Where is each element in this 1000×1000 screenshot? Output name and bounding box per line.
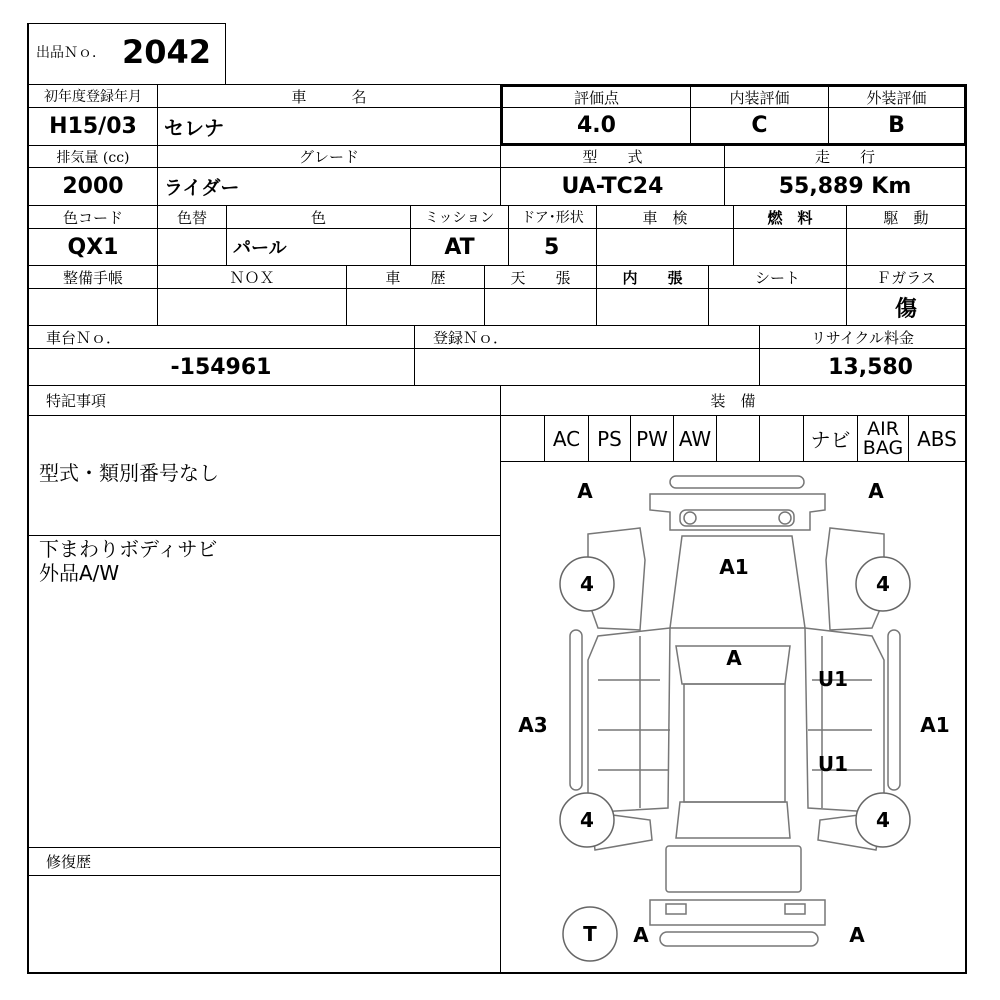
tire-front-left-tread: 4 — [580, 572, 594, 596]
color-change-value — [158, 229, 226, 265]
model-label: 型 式 — [582, 148, 643, 166]
score-label: 評価点 — [573, 88, 619, 107]
model-value: UA-TC24 — [561, 174, 664, 199]
interior-rating-label: 内装評価 — [729, 88, 790, 107]
right-door-lines — [808, 636, 872, 808]
first-registration-label: 初年度登録年月 — [44, 89, 142, 105]
damage-right-door-front: U1 — [817, 667, 849, 691]
car-diagram — [501, 462, 965, 972]
rear-plate-left — [666, 904, 686, 914]
exterior-rating-value: B — [888, 113, 905, 138]
damage-left-side: A3 — [518, 713, 548, 737]
recycle-fee-value: 13,580 — [828, 354, 913, 380]
front-emblem-right — [779, 512, 791, 524]
interior-trim-label: 内 張 — [622, 268, 683, 287]
right-mirror — [888, 630, 900, 790]
roof-lining-label: 天 張 — [510, 268, 571, 287]
displacement-label: 排気量 (cc) — [56, 149, 130, 166]
front-grille-inner — [680, 510, 794, 526]
recycle-fee-label: リサイクル料金 — [811, 328, 914, 347]
equip-item-airbag-line2: BAG — [862, 436, 904, 459]
front-glass-value: 傷 — [894, 295, 917, 322]
fuel-value — [734, 229, 846, 265]
equip-item-ps: PS — [597, 426, 622, 451]
lot-number: 2042 — [122, 33, 212, 71]
damage-right-door-rear: U1 — [817, 752, 849, 776]
rear-plate-right — [785, 904, 805, 914]
exterior-rating-label: 外装評価 — [866, 88, 927, 107]
color-code-value: QX1 — [67, 234, 119, 260]
door-shape-value: 5 — [544, 234, 560, 260]
chassis-number-label: 車台Ｎｏ． — [46, 328, 122, 347]
color-value: パール — [233, 238, 287, 259]
equip-item-airbag — [858, 416, 908, 461]
tire-rear-left-tread: 4 — [580, 808, 594, 832]
inspection-label: 車 検 — [642, 208, 688, 227]
color-change-label: 色替 — [176, 208, 207, 227]
seat-label: シート — [754, 268, 800, 287]
equipment-label: 装 備 — [710, 392, 756, 410]
tire-rear-right-tread: 4 — [876, 808, 890, 832]
damage-right-side: A1 — [920, 713, 950, 737]
damage-hood: A1 — [719, 555, 749, 579]
color-code-label: 色コード — [62, 208, 123, 227]
grade-value: ライダー — [164, 177, 240, 199]
drive-value — [847, 229, 965, 265]
displacement-value: 2000 — [62, 174, 124, 199]
door-shape-label: ドア･形状 — [521, 210, 584, 226]
registration-number-label: 登録Ｎｏ． — [433, 328, 509, 347]
mileage-label: 走 行 — [814, 148, 875, 166]
equip-item-abs: ABS — [917, 426, 957, 451]
damage-front-left: A — [577, 479, 593, 503]
grade-label: グレード — [298, 148, 359, 166]
hood-panel — [670, 536, 805, 628]
damage-windshield: A — [726, 646, 742, 670]
mileage-value: 55,889 Km — [778, 174, 912, 199]
front-bumper-top — [670, 476, 804, 488]
repair-history-label: 修復歴 — [46, 853, 92, 871]
interior-rating-value: C — [751, 113, 768, 138]
equip-item-blank-2 — [717, 416, 759, 461]
equip-item-pw: PW — [636, 426, 668, 451]
registration-number-value — [415, 349, 759, 385]
rear-glass-panel — [676, 802, 790, 838]
nox-label: ＮＯＸ — [229, 268, 275, 287]
damage-rear-left: A — [633, 923, 649, 947]
roof-panel — [684, 684, 785, 802]
left-door-lines — [598, 636, 670, 808]
notes-label: 特記事項 — [46, 392, 107, 410]
service-book-label: 整備手帳 — [62, 268, 123, 287]
first-registration-value: H15/03 — [49, 114, 137, 139]
mission-label: ミッション — [424, 210, 495, 226]
car-name-label: 車 名 — [291, 87, 367, 106]
drive-label: 駆 動 — [883, 208, 929, 227]
fuel-label: 燃 料 — [767, 208, 813, 227]
equip-item-ac: AC — [552, 426, 581, 451]
damage-rear-right: A — [849, 923, 865, 947]
equip-item-airbag-line1: AIR — [867, 417, 899, 440]
notes-line-3: 外品A/W — [39, 561, 120, 585]
notes-line-2: 下まわりボディサビ — [39, 537, 218, 561]
body-right-outline — [805, 628, 884, 812]
tailgate-panel — [666, 846, 801, 892]
tire-front-right-tread: 4 — [876, 572, 890, 596]
inspection-value — [597, 229, 733, 265]
lot-number-label: 出品Ｎｏ． — [36, 45, 106, 61]
spare-tire-label: T — [583, 922, 597, 946]
car-name-value: セレナ — [164, 116, 224, 140]
chassis-number-value: -154961 — [170, 354, 272, 380]
body-left-outline — [588, 628, 670, 812]
front-glass-label: Ｆガラス — [876, 268, 936, 287]
color-label: 色 — [310, 208, 326, 227]
score-value: 4.0 — [577, 113, 616, 138]
equip-item-navi: ナビ — [810, 428, 851, 452]
equip-item-blank-1 — [501, 416, 544, 461]
front-bumper — [650, 494, 825, 530]
rear-bumper-bottom — [660, 932, 818, 946]
front-emblem-left — [684, 512, 696, 524]
notes-line-1: 型式・類別番号なし — [39, 461, 219, 485]
vehicle-history-label: 車 歴 — [385, 268, 446, 287]
left-mirror — [570, 630, 582, 790]
equip-item-aw: AW — [678, 426, 712, 451]
mission-value: AT — [444, 234, 475, 260]
damage-front-right: A — [868, 479, 884, 503]
equip-item-blank-3 — [760, 416, 803, 461]
